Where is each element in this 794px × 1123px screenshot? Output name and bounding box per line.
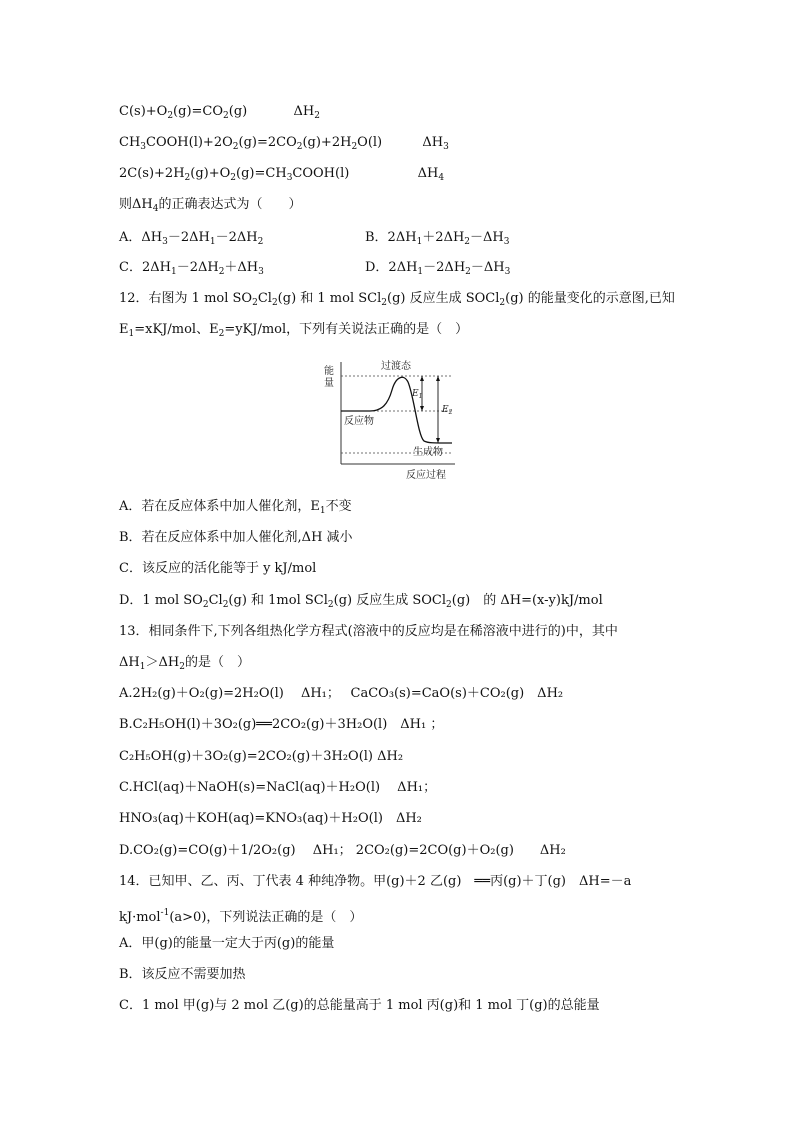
transition-state-label: 过渡态 [381,361,411,372]
q12-stem-text: (g) 和 1 mol SCl [277,291,382,306]
q14-stem-text: 14．已知甲、乙、丙、丁代表 4 种纯净物。甲(g)＋2 乙(g) ══丙(g)＋丁(g) ΔH=－a [119,874,632,889]
q14-option-a [119,935,334,953]
option-text: C．该反应的活化能等于 y kJ/mol [119,561,317,576]
eq-text: (g)+O [190,166,231,181]
y-axis-label-1: 能 [324,366,334,377]
enthalpy-label: ΔH [422,135,444,150]
option-text: C.HCl(aq)＋NaOH(s)=NaCl(aq)＋H₂O(l) ΔH₁； [119,780,437,795]
q12-stem-text: (g) 的能量变化的示意图,已知 [505,291,675,306]
q12-stem-text: Cl [257,291,272,306]
q11-option-c: C．$2\Delta H_1-2\Delta H_2+\Delta H_3$ [119,260,264,277]
q13-stem-line-1 [119,623,618,641]
y-axis-label-2: 量 [324,378,334,389]
option-text: HNO₃(aq)＋KOH(aq)=KNO₃(aq)＋H₂O(l) ΔH₂ [119,811,422,826]
equation-line-2: $CH_3COOH(l)+2O_2(g)=2CO_2(g)+2H_2O(l)$ $\Delta H_3$ [119,135,449,152]
q12-stem-text: (g) 反应生成 SOCl [387,291,500,306]
e2-label: $E_2$ [442,405,453,416]
eq-text: O(l) [357,135,383,150]
q11-stem-text: 的正确表达式为（ ） [158,197,302,212]
q14-stem-text: (a>0)，下列说法正确的是（ ） [169,910,363,925]
q12-stem-text: =xKJ/mol、E [134,322,219,337]
q11-stem-text: 则ΔH [119,197,153,212]
equation-line-1: $C(s)+O_2(g)=CO_2(g)$ $\Delta H_2$ [119,104,320,121]
q13-option-d [119,842,566,860]
option-text: (g) 的 ΔH=(x-y)kJ/mol [451,593,603,608]
eq-text: (g)=2CO [238,135,297,150]
q13-option-a [119,685,563,703]
q12-stem-line-2: $E_1=xKJ$/mol、$E_2=yKJ$/mol，下列有关说法正确的是（ ） [119,322,469,339]
energy-diagram [320,356,460,484]
q13-option-c-line-2 [119,810,422,828]
q12-option-a: A．若在反应体系中加人催化剂，$E_1$不变 [119,499,352,516]
x-axis-label: 反应过程 [406,470,446,481]
eq-text: (g)=CH [236,166,287,181]
option-text: B．若在反应体系中加人催化剂,ΔH 减小 [119,530,353,545]
q14-stem-line-2 [119,904,362,927]
option-text: (g) 反应生成 SOCl [333,593,447,608]
q13-stem-line-2: $\Delta H_1>\Delta H_2$的是（ ） [119,655,250,672]
q14-option-b [119,966,246,984]
q13-option-c-line-1 [119,779,436,797]
option-text: C₂H₅OH(g)＋3O₂(g)=2CO₂(g)＋3H₂O(l) ΔH₂ [119,749,404,764]
eq-text: (g)+2H [302,135,352,150]
option-text: A．甲(g)的能量一定大于丙(g)的能量 [119,936,335,951]
q12-stem-text: E [119,322,129,337]
q12-option-d: D．1 mol $SO_2Cl_2(g)$ 和 1mol SCl$_2$(g) 反应生成 SOCl$_2$(g) 的 ΔH=(x-y)kJ/mol [119,593,603,610]
q14-stem-superscript: -1 [160,908,170,918]
equation-line-3: $2C(s)+2H_2(g)+O_2(g)=CH_3COOH(l)$ $\Delta H_4$ [119,166,445,183]
option-text: D.CO₂(g)=CO(g)＋1/2O₂(g) ΔH₁； 2CO₂(g)=2CO(g)＋O₂(g) ΔH₂ [119,843,566,858]
e1-label: $E_1$ [412,389,423,400]
option-text: C．1 mol 甲(g)与 2 mol 乙(g)的总能量高于 1 mol 丙(g)和 1 mol 丁(g)的总能量 [119,998,600,1013]
q14-stem-text: kJ·mol [119,910,161,925]
q13-stem-text: ΔH [119,655,140,670]
eq-text: COOH(l)+2O [146,135,233,150]
q11-option-d: D．$2\Delta H_1-2\Delta H_2-\Delta H_3$ [365,260,511,277]
q12-option-c [119,560,316,578]
option-text: D．1 mol SO [119,593,203,608]
option-text: 不变 [325,499,352,514]
energy-curve [341,377,452,443]
q13-option-b-line-1 [119,716,443,734]
q11-option-row-2 [119,259,511,281]
q11-option-a: A．$\Delta H_3-2\Delta H_1-2\Delta H_2$ [119,230,264,247]
q13-stem-text: 13．相同条件下,下列各组热化学方程式(溶液中的反应均是在稀溶液中进行的)中，其中 [119,624,618,639]
q12-stem-text: 12．右图为 1 mol SO [119,291,253,306]
enthalpy-label: ΔH [417,166,439,181]
reactant-label: 反应物 [344,416,374,427]
option-text: A．若在反应体系中加人催化剂，E [119,499,320,514]
eq-text: (g)=CO [173,104,224,119]
q11-option-b: B．$2\Delta H_1+2\Delta H_2-\Delta H_3$ [365,230,510,247]
option-text: A.2H₂(g)＋O₂(g)=2H₂O(l) ΔH₁； CaCO₃(s)=CaO(s)＋CO₂(g) ΔH₂ [119,686,564,701]
q14-option-c [119,997,600,1015]
enthalpy-label: ΔH [293,104,315,119]
q13-stem-text: ＞ΔH [145,655,180,670]
q14-stem-line-1 [119,873,631,891]
eq-text: C(s)+O [119,104,168,119]
eq-text: 2C(s)+2H [119,166,185,181]
option-text: B．该反应不需要加热 [119,967,246,982]
q13-stem-text: 的是（ ） [184,655,250,670]
eq-text: (g) [228,104,248,119]
option-text: Cl [208,593,223,608]
eq-text: COOH(l) [292,166,350,181]
option-text: B.C₂H₅OH(l)＋3O₂(g)══2CO₂(g)＋3H₂O(l) ΔH₁ ； [119,717,444,732]
product-label: 生成物 [413,447,443,458]
q12-stem-text: =yKJ/mol，下列有关说法正确的是（ ） [224,322,469,337]
q12-stem-line-1: 12．右图为 1 mol $SO_2Cl_2(g)$ 和 1 mol SCl$_2$(g) 反应生成 SOCl$_2$(g) 的能量变化的示意图,已知 [119,291,675,308]
q13-option-b-line-2 [119,748,403,766]
option-text: (g) 和 1mol SCl [228,593,328,608]
q11-stem: 则$\Delta H_4$的正确表达式为（ ） [119,197,302,214]
eq-text: CH [119,135,141,150]
q12-option-b [119,529,353,547]
q11-option-row-1 [119,229,510,251]
